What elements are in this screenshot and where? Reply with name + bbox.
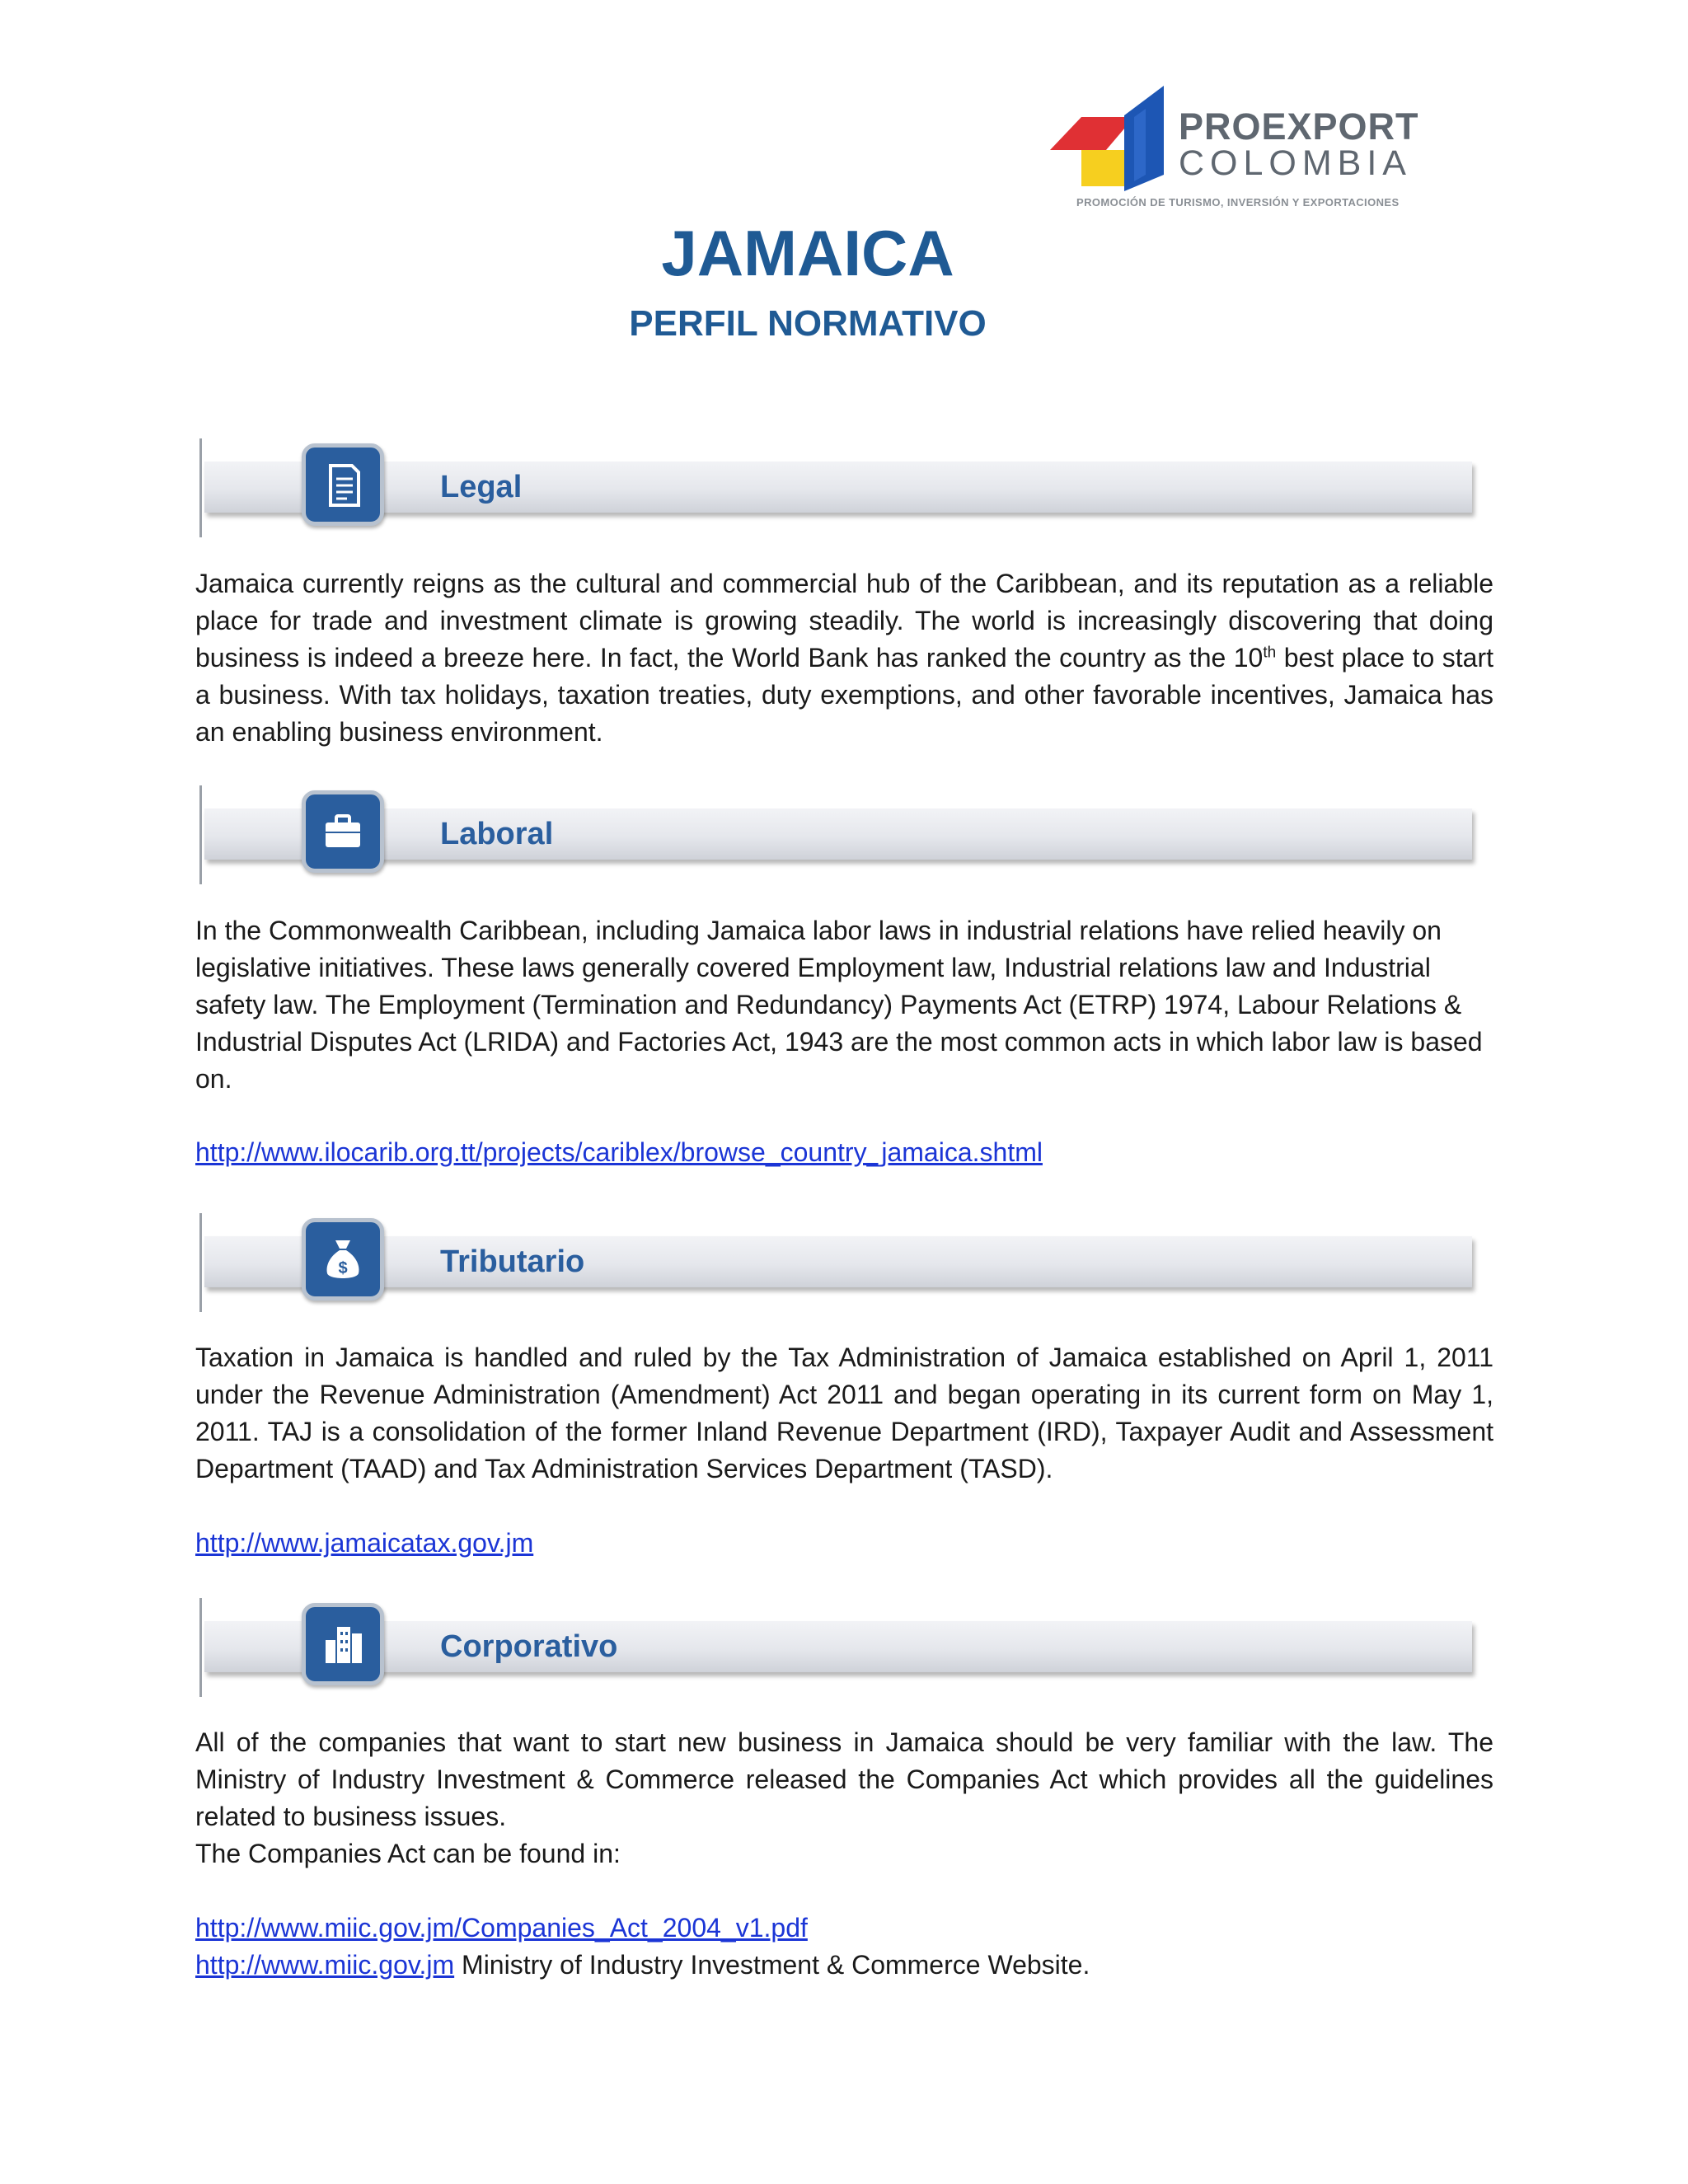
section-header-legal <box>199 438 1477 537</box>
section-label-legal: Legal <box>440 470 523 504</box>
proexport-logo-mark <box>1047 82 1179 198</box>
section-label-tributario: Tributario <box>440 1244 585 1279</box>
paragraph-tributario: Taxation in Jamaica is handled and ruled by the Tax Administration of Jamaica established on April 1, 2011 under the Revenue Administration (Amendment) Act 2011 and began operating in its current form on May 1, 2011. TAJ is a consolidation of the former Inland Revenue Department (IRD), Taxpayer Audit and Assessment Department (TAAD) and Tax Administration Services Department (TASD). <box>195 1343 1493 1483</box>
miic-website-description: Ministry of Industry Investment & Commerce Website. <box>454 1950 1090 1980</box>
section-divider-line <box>199 785 202 884</box>
proexport-logo <box>1047 82 1419 214</box>
section-header-bar <box>204 1236 1472 1287</box>
document-icon <box>302 443 384 526</box>
section-divider-line <box>199 1598 202 1697</box>
page-subtitle: PERFIL NORMATIVO <box>629 303 987 344</box>
companies-act-pdf-link[interactable]: http://www.miic.gov.jm/Companies_Act_2004_v1.pdf <box>195 1913 808 1943</box>
paragraph-legal-text-cont: best place to start a business. With tax holidays, taxation treaties, duty exemptions, and other favorable incentives, Jamaica has an enabling business environment. <box>195 643 1494 747</box>
link-line-miic <box>195 1947 1090 1984</box>
ilocarib-link[interactable]: http://www.ilocarib.org.tt/projects/cariblex/browse_country_jamaica.shtml <box>195 1137 1043 1167</box>
paragraph-laboral: In the Commonwealth Caribbean, including Jamaica labor laws in industrial relations have relied heavily on legislative initiatives. These laws generally covered Employment law, Industrial relations law and Industrial safety law. The Employment (Termination and Redundancy) Payments Act (ETRP) 1974, Labour Relations & Industrial Disputes Act (LRIDA) and Factories Act, 1943 are the most common acts in which labor law is based on. <box>195 916 1483 1094</box>
page-title: JAMAICA <box>661 217 954 289</box>
section-header-bar <box>204 808 1472 860</box>
logo-word-proexport: PROEXPORT <box>1179 105 1419 148</box>
logo-tagline: PROMOCIÓN DE TURISMO, INVERSIÓN Y EXPORTACIONES <box>1076 196 1400 209</box>
paragraph-legal <box>195 565 1493 751</box>
link-line-jamaicatax <box>195 1525 533 1562</box>
buildings-icon <box>302 1603 384 1685</box>
section-header-corporativo <box>199 1598 1477 1697</box>
section-divider-line <box>199 438 202 537</box>
section-header-tributario <box>199 1213 1477 1312</box>
section-header-bar <box>204 1621 1472 1672</box>
ordinal-suffix: th <box>1263 644 1277 662</box>
jamaicatax-link[interactable]: http://www.jamaicatax.gov.jm <box>195 1528 534 1558</box>
section-header-bar <box>204 462 1472 513</box>
money-bag-icon <box>302 1218 384 1301</box>
section-header-laboral <box>199 785 1477 884</box>
section-label-corporativo: Corporativo <box>440 1629 618 1664</box>
svg-text:$: $ <box>338 1259 348 1277</box>
link-line-companies-act <box>195 1910 808 1947</box>
paragraph-legal-text: Jamaica currently reigns as the cultural and commercial hub of the Caribbean, and its reputation as a reliable place for trade and investment climate is growing steadily. The world is increasingly discovering that doing business is indeed a breeze here. In fact, the World Bank has ranked the country as the 10 <box>195 569 1493 673</box>
section-divider-line <box>199 1213 202 1312</box>
logo-word-colombia: COLOMBIA <box>1179 143 1412 183</box>
briefcase-icon <box>302 790 384 873</box>
companies-act-intro: The Companies Act can be found in: <box>195 1839 621 1868</box>
miic-website-link[interactable]: http://www.miic.gov.jm <box>195 1950 455 1980</box>
paragraph-corporativo: All of the companies that want to start new business in Jamaica should be very familiar with the law. The Ministry of Industry Investment & Commerce released the Companies Act which provides all the guidelines related to business issues. <box>195 1727 1493 1831</box>
section-label-laboral: Laboral <box>440 817 554 851</box>
link-line-ilocarib <box>195 1134 1043 1171</box>
